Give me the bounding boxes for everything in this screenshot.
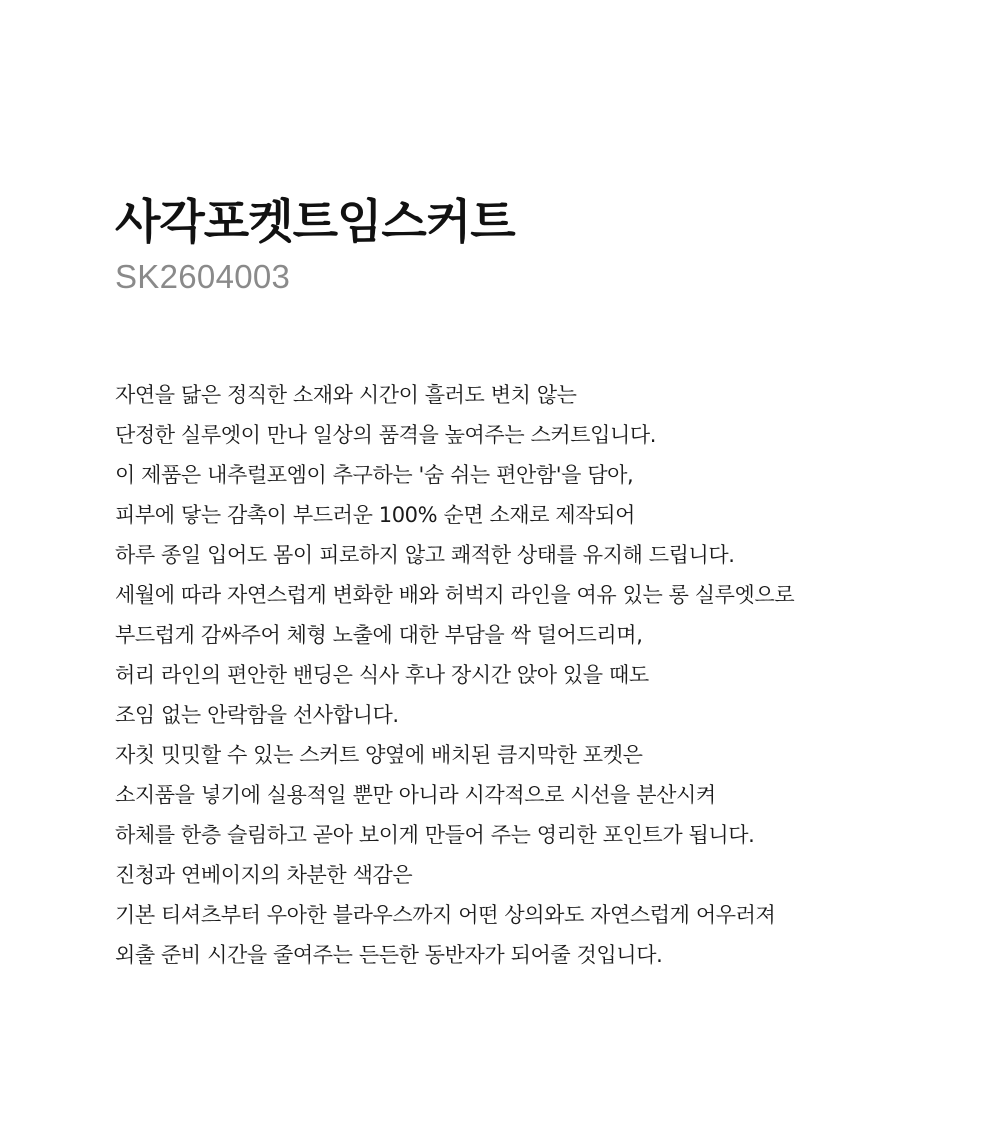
- description-line: 외출 준비 시간을 줄여주는 든든한 동반자가 되어줄 것입니다.: [115, 943, 663, 967]
- description-line: 기본 티셔츠부터 우아한 블라우스까지 어떤 상의와도 자연스럽게 어우러져: [115, 903, 776, 927]
- description-line: 자칫 밋밋할 수 있는 스커트 양옆에 배치된 큼지막한 포켓은: [115, 743, 643, 767]
- description-line: 조임 없는 안락함을 선사합니다.: [115, 703, 399, 727]
- description-line: 자연을 닮은 정직한 소재와 시간이 흘러도 변치 않는: [115, 383, 577, 407]
- description-line: 이 제품은 내추럴포엠이 추구하는 '숨 쉬는 편안함'을 담아,: [115, 463, 634, 487]
- product-code: SK2604003: [115, 258, 291, 295]
- description-line: 소지품을 넣기에 실용적일 뿐만 아니라 시각적으로 시선을 분산시켜: [115, 783, 716, 807]
- description-line: 허리 라인의 편안한 밴딩은 식사 후나 장시간 앉아 있을 때도: [115, 663, 649, 687]
- description-line: 하체를 한층 슬림하고 곧아 보이게 만들어 주는 영리한 포인트가 됩니다.: [115, 823, 755, 847]
- description-line: 세월에 따라 자연스럽게 변화한 배와 허벅지 라인을 여유 있는 롱 실루엣으로: [115, 583, 795, 607]
- product-detail: [115, 193, 975, 975]
- description-line: 하루 종일 입어도 몸이 피로하지 않고 쾌적한 상태를 유지해 드립니다.: [115, 543, 735, 567]
- description-line: 피부에 닿는 감촉이 부드러운 100% 순면 소재로 제작되어: [115, 503, 635, 527]
- description-line: 부드럽게 감싸주어 체형 노출에 대한 부담을 싹 덜어드리며,: [115, 623, 643, 647]
- product-title: 사각포켓트임스커트: [115, 195, 515, 250]
- product-description: [115, 375, 975, 975]
- description-line: 단정한 실루엣이 만나 일상의 품격을 높여주는 스커트입니다.: [115, 423, 657, 447]
- description-line: 진청과 연베이지의 차분한 색감은: [115, 863, 413, 887]
